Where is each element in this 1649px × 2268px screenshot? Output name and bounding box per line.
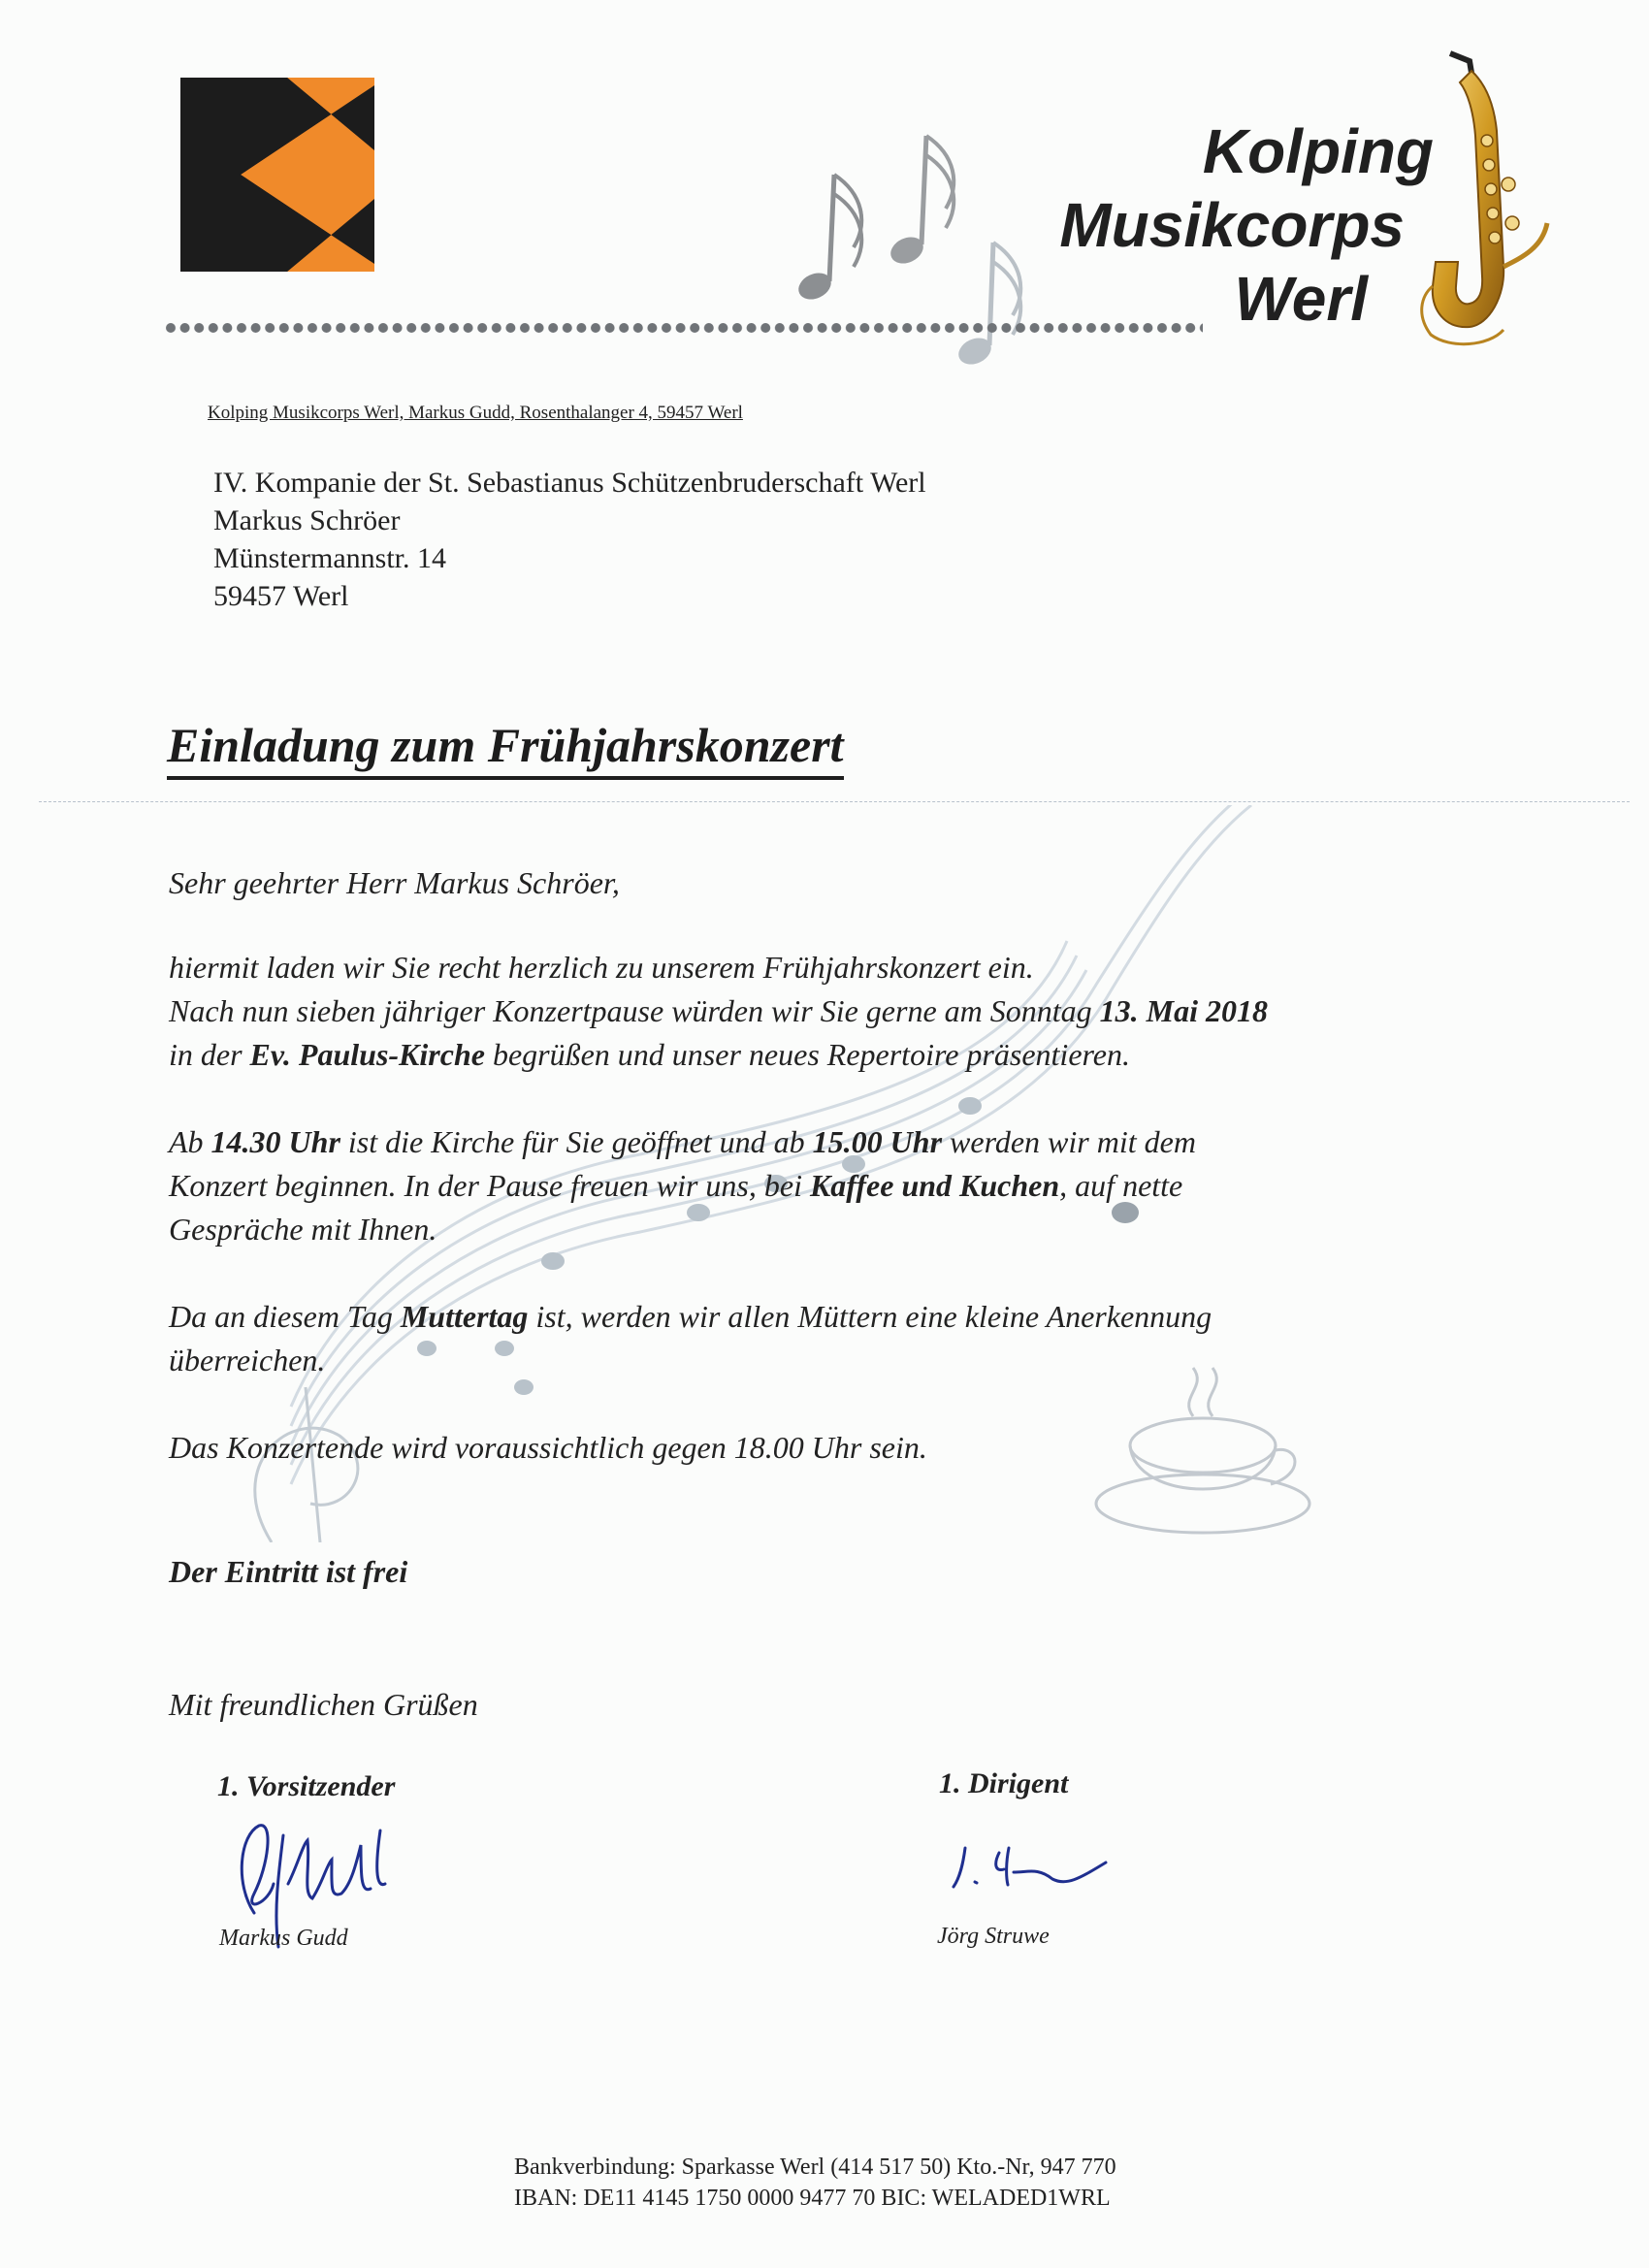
brand-line-1: Kolping xyxy=(1202,116,1434,186)
letter-title: Einladung zum Frühjahrskonzert xyxy=(167,716,844,780)
recipient-line-4: 59457 Werl xyxy=(213,580,349,612)
recipient-line-2: Markus Schröer xyxy=(213,504,401,536)
paragraph-3-line-2: überreichen. xyxy=(169,1343,326,1377)
paragraph-2-line-3: Gespräche mit Ihnen. xyxy=(169,1212,437,1247)
sender-line: Kolping Musikcorps Werl, Markus Gudd, Rosenthalanger 4, 59457 Werl xyxy=(208,403,743,423)
p2-line1-c: ist die Kirche für Sie geöffnet und ab xyxy=(340,1124,813,1159)
kolping-logo xyxy=(180,78,374,272)
concert-venue: Ev. Paulus-Kirche xyxy=(249,1037,485,1072)
p3-line1-a: Da an diesem Tag xyxy=(169,1299,401,1334)
p2-line2-c: , auf nette xyxy=(1059,1168,1183,1203)
chairman-title: 1. Vorsitzender xyxy=(217,1770,396,1802)
bank-line-1: Bankverbindung: Sparkasse Werl (414 517 50) Kto.-Nr, 947 770 xyxy=(514,2155,1116,2180)
bank-line-2: IBAN: DE11 4145 1750 0000 9477 70 BIC: WELADED1WRL xyxy=(514,2186,1111,2211)
chairman-name: Markus Gudd xyxy=(219,1926,348,1951)
coffee-cake: Kaffee und Kuchen xyxy=(809,1168,1060,1203)
p1-line2-text: Nach nun sieben jähriger Konzertpause würden wir Sie gerne am Sonntag xyxy=(169,993,1100,1028)
mothers-day: Muttertag xyxy=(400,1299,529,1334)
music-notes-icon xyxy=(786,126,1048,378)
concert-start-time: 15.00 Uhr xyxy=(812,1124,943,1159)
salutation: Sehr geehrter Herr Markus Schröer, xyxy=(169,865,620,900)
recipient-line-3: Münstermannstr. 14 xyxy=(213,542,446,574)
paragraph-4: Das Konzertende wird voraussichtlich gegen 18.00 Uhr sein. xyxy=(169,1430,927,1465)
dotted-divider xyxy=(165,320,1203,336)
paragraph-1-line-2 xyxy=(169,989,1268,1033)
fold-line xyxy=(39,801,1630,802)
p3-line1-c: ist, werden wir allen Müttern eine kleine Anerkennung xyxy=(528,1299,1212,1334)
saxophone-icon xyxy=(1411,44,1557,349)
conductor-signature xyxy=(946,1838,1116,1896)
paragraph-2-line-1 xyxy=(169,1120,1196,1164)
doors-open-time: 14.30 Uhr xyxy=(210,1124,340,1159)
brand-name xyxy=(1048,114,1455,336)
paragraph-1-line-1: hiermit laden wir Sie recht herzlich zu unserem Frühjahrskonzert ein. xyxy=(169,950,1034,985)
recipient-address xyxy=(213,464,926,615)
recipient-line-1: IV. Kompanie der St. Sebastianus Schützenbruderschaft Werl xyxy=(213,467,926,499)
paragraph-2-line-2 xyxy=(169,1164,1182,1208)
brand-line-3: Werl xyxy=(1234,264,1368,334)
paragraph-1-line-3 xyxy=(169,1033,1130,1077)
closing: Mit freundlichen Grüßen xyxy=(169,1687,478,1722)
p1-line3-text-a: in der xyxy=(169,1037,250,1072)
paragraph-3-line-1 xyxy=(169,1295,1212,1339)
concert-date: 13. Mai 2018 xyxy=(1099,993,1268,1028)
bank-details xyxy=(514,2152,1116,2214)
p2-line1-a: Ab xyxy=(169,1124,211,1159)
free-entry: Der Eintritt ist frei xyxy=(169,1554,408,1589)
p2-line2-a: Konzert beginnen. In der Pause freuen wir uns, bei xyxy=(169,1168,810,1203)
conductor-title: 1. Dirigent xyxy=(939,1767,1069,1799)
brand-line-2: Musikcorps xyxy=(1059,190,1405,260)
p2-line1-e: werden wir mit dem xyxy=(942,1124,1196,1159)
p1-line3-text-c: begrüßen und unser neues Repertoire präsentieren. xyxy=(484,1037,1130,1072)
conductor-name: Jörg Struwe xyxy=(937,1924,1050,1949)
